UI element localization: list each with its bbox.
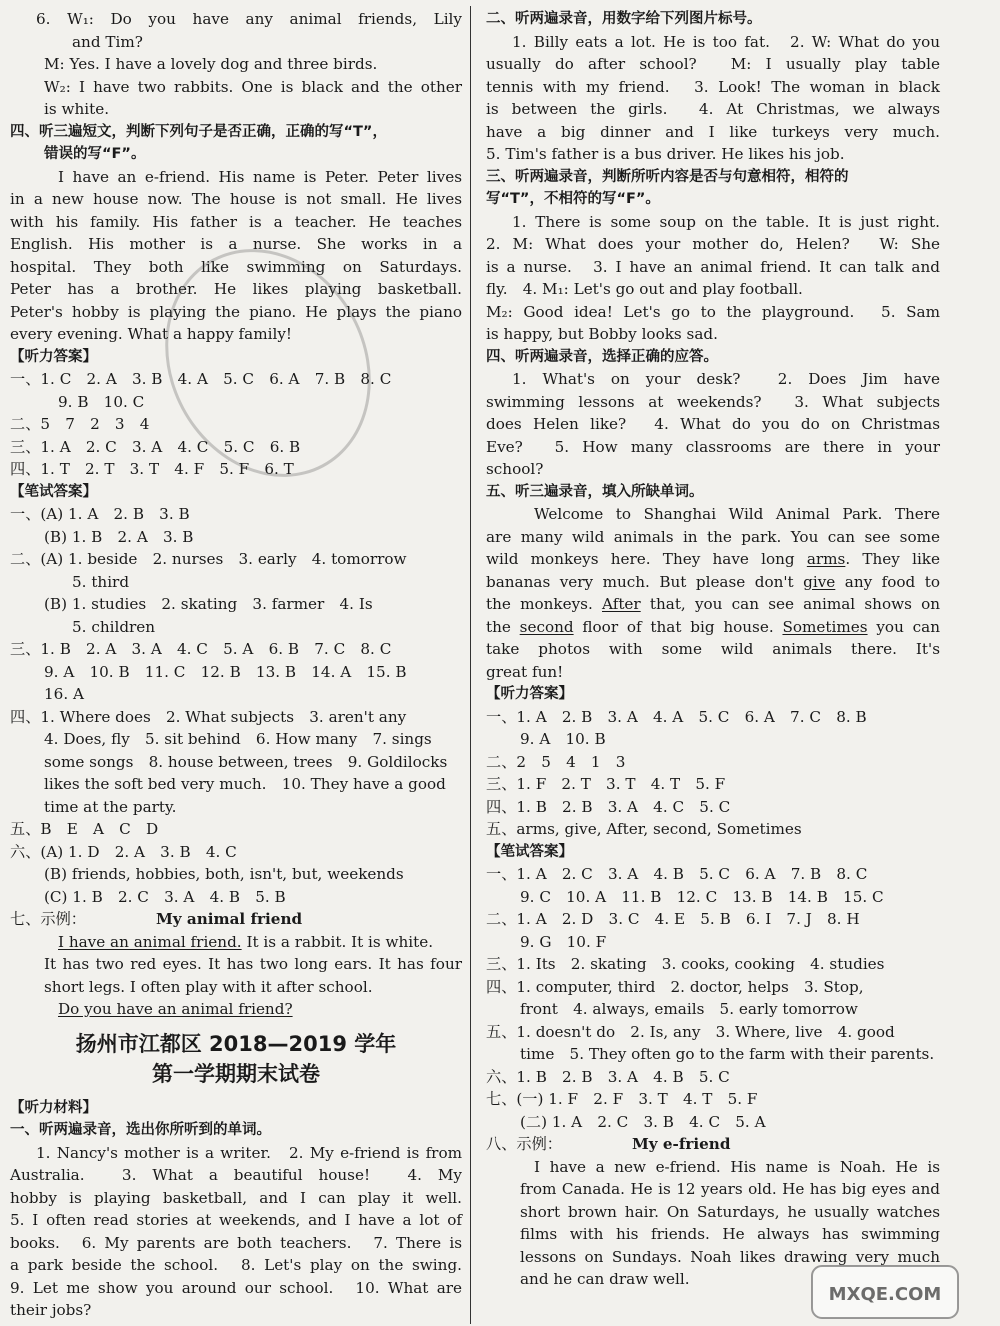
answer-line: 9. A 10. B — [520, 730, 606, 748]
text-line: M: Yes. I have a lovely dog and three birds. — [44, 55, 378, 73]
passage-text: that, you can see animal shows on — [640, 595, 941, 613]
answer-line: 二、2 5 4 1 3 — [486, 752, 626, 771]
passage-line: take photos with some wild animals there. It's — [486, 640, 940, 658]
essay-header — [10, 908, 462, 931]
filled-word: After — [602, 595, 641, 613]
passage-text: the — [486, 617, 520, 636]
site-logo — [810, 1262, 960, 1322]
material-line: school? — [486, 460, 544, 478]
answer-line: 三、1. F 2. T 3. T 4. T 5. F — [486, 775, 726, 793]
essay-line — [10, 931, 462, 954]
essay-line: It has two red eyes. It has two long ears. It has four — [44, 955, 462, 973]
material-line: is happy, but Bobby looks sad. — [486, 325, 718, 343]
text-line: is white. — [44, 100, 110, 118]
material-line: 5. I often read stories at weekends, and I have a lot of — [10, 1211, 462, 1229]
filled-word: arms — [806, 550, 846, 568]
essay-line: I have a new e-friend. His name is Noah. He is — [534, 1157, 940, 1176]
answer-line: (B) 1. B 2. A 3. B — [44, 527, 194, 546]
passage-line: with his family. His father is a teacher. He teaches — [10, 212, 462, 231]
essay-line — [10, 998, 462, 1021]
answer-line: 一、1. A 2. B 3. A 4. A 5. C 6. A 7. C 8. B — [486, 707, 867, 726]
material-line: 2. M: What does your mother do, Helen? W: She — [486, 235, 940, 253]
material-line: Australia. 3. What a beautiful house! 4. My — [10, 1166, 462, 1184]
answer-line: time at the party. — [44, 797, 177, 816]
passage-line — [486, 593, 940, 616]
exam-subtitle: 第一学期期末试卷 — [152, 1061, 320, 1086]
answer-line: time 5. They often go to the farm with their parents. — [520, 1045, 935, 1063]
essay-line: short legs. I often play with it after school. — [44, 977, 373, 996]
answer-line: 5. children — [72, 617, 156, 636]
passage-line: English. His mother is a nurse. She works in a — [10, 235, 462, 253]
essay-header — [486, 1133, 940, 1156]
section-heading: 二、听两遍录音，用数字给下列图片标号。 — [486, 11, 762, 27]
essay-line: and he can draw well. — [520, 1270, 690, 1288]
answer-line: 16. A — [44, 685, 84, 703]
material-line: 1. What's on your desk? 2. Does Jim have — [512, 370, 940, 388]
answer-line: 4. Does, fly 5. sit behind 6. How many 7. sings — [44, 730, 432, 748]
column-divider — [470, 6, 471, 1324]
answer-line: 二、(A) 1. beside 2. nurses 3. early 4. tomorrow — [10, 550, 407, 568]
filled-word: give — [803, 572, 836, 591]
material-line: 1. Billy eats a lot. He is too fat. 2. W: What do you — [512, 32, 940, 51]
section-heading: 四、听两遍录音，选择正确的应答。 — [486, 348, 718, 365]
answer-line: 四、1. computer, third 2. doctor, helps 3. Stop, — [486, 977, 864, 996]
passage-text: wild monkeys here. They have long — [486, 550, 807, 568]
material-line: 1. There is some soup on the table. It is just right. — [512, 212, 940, 231]
passage-line: great fun! — [486, 662, 564, 681]
answer-heading: 【听力答案】 — [10, 348, 97, 365]
answer-line: 七、(一) 1. F 2. F 3. T 4. T 5. F — [486, 1090, 758, 1108]
essay-label: 七、示例： — [10, 910, 86, 928]
text-line: and Tim? — [72, 32, 143, 51]
answer-line: 5. third — [72, 572, 130, 591]
essay-title: My e-friend — [631, 1135, 731, 1153]
passage-line — [486, 548, 940, 571]
passage-line: I have an e-friend. His name is Peter. Peter lives — [58, 167, 462, 186]
essay-text: It is a rabbit. It is white. — [241, 932, 434, 951]
essay-label: 八、示例： — [486, 1135, 562, 1153]
passage-line: hospital. They both like swimming on Saturdays. — [10, 257, 462, 276]
section-heading: 五、听三遍录音，填入所缺单词。 — [486, 483, 704, 500]
passage-line: every evening. What a happy family! — [10, 325, 292, 343]
answer-line: 五、1. doesn't do 2. Is, any 3. Where, live 4. good — [486, 1022, 895, 1041]
passage-text: you can — [867, 617, 940, 636]
answer-line: 9. C 10. A 11. B 12. C 13. B 14. B 15. C — [520, 887, 884, 906]
passage-text: . They like — [845, 550, 940, 568]
material-line: 9. Let me show you around our school. 10. What are — [10, 1278, 462, 1297]
section-heading: 错误的写“F”。 — [44, 146, 146, 162]
essay-line: from Canada. He is 12 years old. He has big eyes and — [520, 1180, 940, 1198]
material-line: does Helen like? 4. What do you do on Christmas — [486, 415, 940, 433]
answer-line: 六、(A) 1. D 2. A 3. B 4. C — [10, 842, 237, 861]
material-line: 5. Tim's father is a bus driver. He likes his job. — [486, 145, 845, 163]
answer-line: 四、1. Where does 2. What subjects 3. aren't any — [10, 707, 407, 726]
answer-line: 五、B E A C D — [10, 820, 159, 838]
material-line: books. 6. My parents are both teachers. 7. There is — [10, 1233, 462, 1252]
passage-text: the monkeys. — [486, 595, 602, 613]
filled-word: second — [519, 617, 574, 636]
material-line: M₂: Good idea! Let's go to the playground. 5. Sam — [486, 302, 940, 321]
material-heading: 【听力材料】 — [10, 1099, 97, 1116]
answer-line: (B) friends, hobbies, both, isn't, but, weekends — [44, 865, 404, 883]
passage-text: bananas very much. But please don't — [486, 572, 804, 591]
material-line: tennis with my friend. 3. Look! The woman in black — [486, 77, 940, 96]
material-line: 1. Nancy's mother is a writer. 2. My e-friend is from — [36, 1143, 462, 1162]
section-heading: 写“T”，不相符的写“F”。 — [486, 191, 660, 207]
answer-heading: 【听力答案】 — [486, 686, 573, 702]
answer-line: (B) 1. studies 2. skating 3. farmer 4. Is — [44, 595, 373, 613]
logo-text: MXQE.COM — [828, 1284, 942, 1305]
answer-line: 三、1. A 2. C 3. A 4. C 5. C 6. B — [10, 437, 301, 456]
answer-line: 二、5 7 2 3 4 — [10, 415, 150, 433]
passage-line — [486, 571, 940, 594]
answer-line: 四、1. T 2. T 3. T 4. F 5. F 6. T — [10, 460, 294, 478]
material-line: usually do after school? M: I usually play table — [486, 55, 940, 73]
answer-line: 六、1. B 2. B 3. A 4. B 5. C — [486, 1067, 730, 1086]
answer-heading: 【笔试答案】 — [486, 843, 573, 860]
answer-line: (C) 1. B 2. C 3. A 4. B 5. B — [44, 887, 286, 906]
section-heading: 一、听两遍录音，选出你所听到的单词。 — [10, 1122, 271, 1138]
passage-line — [486, 616, 940, 639]
underlined-text: Do you have an animal friend? — [58, 1000, 293, 1018]
text-line: 6. W₁: Do you have any animal friends, Lily — [36, 10, 462, 28]
passage-text: floor of that big house. — [573, 617, 783, 636]
section-heading: 三、听两遍录音，判断所听内容是否与句意相符，相符的 — [486, 168, 849, 185]
passage-line: Peter's hobby is playing the piano. He plays the piano — [10, 302, 462, 321]
answer-line: likes the soft bed very much. 10. They have a good — [44, 775, 446, 793]
material-line: Eve? 5. How many classrooms are there in your — [486, 437, 940, 456]
left-column — [10, 8, 462, 1322]
answer-line: 一、1. C 2. A 3. B 4. A 5. C 6. A 7. B 8. C — [10, 370, 392, 388]
answer-heading: 【笔试答案】 — [10, 483, 97, 500]
material-line: fly. 4. M₁: Let's go out and play football. — [486, 280, 803, 298]
answer-line: some songs 8. house between, trees 9. Goldilocks — [44, 752, 448, 771]
answer-line: 四、1. B 2. B 3. A 4. C 5. C — [486, 797, 731, 816]
material-line: is a nurse. 3. I have an animal friend. It can talk and — [486, 257, 940, 276]
essay-title: My animal friend — [155, 910, 303, 928]
material-line: their jobs? — [10, 1301, 92, 1319]
filled-word: Sometimes — [782, 617, 868, 636]
passage-text: any food to — [835, 572, 940, 591]
answer-line: 二、1. A 2. D 3. C 4. E 5. B 6. I 7. J 8. H — [486, 910, 860, 928]
answer-line: 三、1. B 2. A 3. A 4. C 5. A 6. B 7. C 8. C — [10, 640, 392, 658]
underlined-text: I have an animal friend. — [58, 932, 242, 951]
passage-line: Peter has a brother. He likes playing basketball. — [10, 280, 462, 298]
essay-line: films with his friends. He always has swimming — [520, 1225, 940, 1243]
material-line: is between the girls. 4. At Christmas, we always — [486, 100, 940, 118]
answer-line: (二) 1. A 2. C 3. B 4. C 5. A — [520, 1112, 766, 1131]
exam-title: 扬州市江都区 2018—2019 学年 — [75, 1031, 397, 1056]
answer-line: 9. G 10. F — [520, 932, 607, 951]
answer-line: 9. B 10. C — [58, 392, 145, 411]
answer-line: 一、1. A 2. C 3. A 4. B 5. C 6. A 7. B 8. C — [486, 865, 868, 883]
passage-line: Welcome to Shanghai Wild Animal Park. There — [534, 505, 940, 523]
answer-line: 9. A 10. B 11. C 12. B 13. B 14. A 15. B — [44, 662, 407, 681]
answer-line: 一、(A) 1. A 2. B 3. B — [10, 505, 190, 523]
right-column — [486, 8, 940, 1291]
passage-line: are many wild animals in the park. You can see some — [486, 527, 940, 546]
answer-line: 五、arms, give, After, second, Sometimes — [486, 820, 802, 838]
section-heading: 四、听三遍短文，判断下列句子是否正确，正确的写“T”， — [10, 123, 387, 140]
answer-line: 三、1. Its 2. skating 3. cooks, cooking 4. studies — [486, 955, 885, 973]
text-line: W₂: I have two rabbits. One is black and the other — [44, 77, 462, 96]
material-line: swimming lessons at weekends? 3. What subjects — [486, 392, 940, 411]
essay-line: lessons on Sundays. Noah likes drawing very much — [520, 1247, 940, 1266]
essay-line: short brown hair. On Saturdays, he usually watches — [520, 1202, 940, 1221]
material-line: have a big dinner and I like turkeys very much. — [486, 122, 940, 141]
material-line: a park beside the school. 8. Let's play on the swing. — [10, 1256, 462, 1274]
answer-line: front 4. always, emails 5. early tomorrow — [520, 1000, 858, 1018]
material-line: hobby is playing basketball, and I can play it well. — [10, 1188, 462, 1207]
passage-line: in a new house now. The house is not small. He lives — [10, 190, 462, 208]
